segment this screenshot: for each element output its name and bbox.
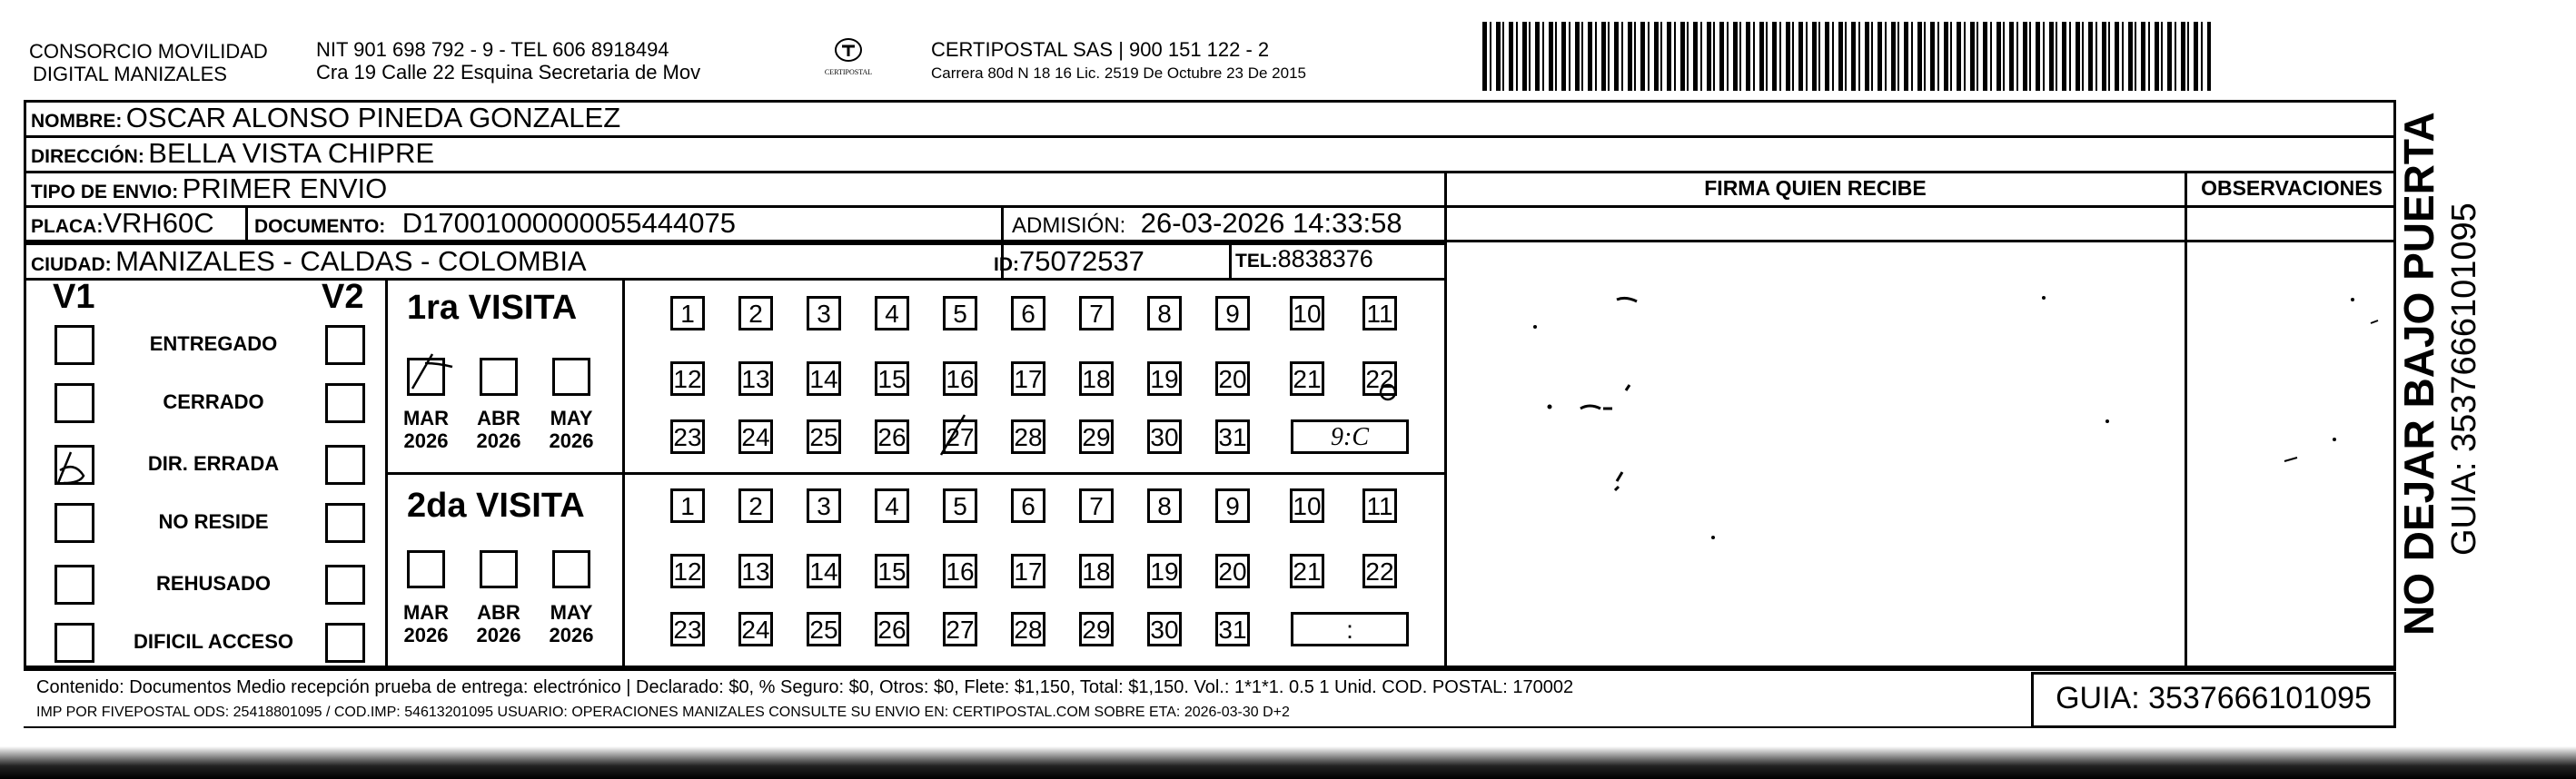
day-cell[interactable]: 15 xyxy=(875,361,909,396)
month-label xyxy=(471,407,526,452)
day-cell[interactable]: 11 xyxy=(1362,296,1397,330)
v1-checkbox[interactable] xyxy=(54,565,94,605)
day-cell[interactable]: 8 xyxy=(1147,296,1182,330)
day-cell[interactable]: 18 xyxy=(1079,554,1114,588)
month-label xyxy=(471,601,526,646)
month-year: 2026 xyxy=(476,624,521,646)
document-label: DOCUMENTO: xyxy=(254,216,386,237)
day-cell[interactable]: 26 xyxy=(875,419,909,454)
col-divider xyxy=(245,205,248,242)
company-contact xyxy=(316,38,700,84)
tel-value: 8838376 xyxy=(1277,245,1373,272)
day-cell[interactable]: 25 xyxy=(807,419,841,454)
content-line: Contenido: Documentos Medio recepción prueba de entrega: electrónico | Declarado: $0, % Seguro: $0, Otros: $0, Flete: $1,150, Total: $1,150. Vol.: 1*1*1. 0.5 1 Unid. COD. POSTAL: 170002 xyxy=(36,677,1574,697)
plate-row xyxy=(31,207,214,240)
day-cell[interactable]: 12 xyxy=(670,554,705,588)
day-cell[interactable]: 20 xyxy=(1215,554,1250,588)
month-label xyxy=(399,601,453,646)
address-label: DIRECCIÓN: xyxy=(31,146,144,167)
day-cell[interactable]: 29 xyxy=(1079,419,1114,454)
guia-box-text: GUIA: 3537666101095 xyxy=(2056,681,2372,715)
v2-checkbox[interactable] xyxy=(325,565,365,605)
day-cell[interactable]: 17 xyxy=(1011,361,1045,396)
day-cell[interactable]: 11 xyxy=(1362,488,1397,523)
month-name: MAR xyxy=(402,601,450,624)
day-cell[interactable]: 1 xyxy=(670,488,705,523)
id-value: 75072537 xyxy=(1019,245,1144,277)
imp-line: IMP POR FIVEPOSTAL ODS: 25418801095 / COD.IMP: 54613201095 USUARIO: OPERACIONES MANIZALES CONSULTE SU ENVIO EN: CERTIPOSTAL.COM SOBRE ETA: 2026-03-30 D+2 xyxy=(36,705,1290,720)
day-cell[interactable]: 6 xyxy=(1011,296,1045,330)
day-cell[interactable]: 15 xyxy=(875,554,909,588)
footer-bottom-line xyxy=(24,726,2396,728)
day-cell[interactable]: 26 xyxy=(875,612,909,646)
day-cell[interactable]: 12 xyxy=(670,361,705,396)
side-warning: NO DEJAR BAJO PUERTA xyxy=(2395,112,2442,636)
day-cell[interactable]: 21 xyxy=(1290,361,1324,396)
day-cell[interactable]: 30 xyxy=(1147,419,1182,454)
option-label: DIFICIL ACCESO xyxy=(133,630,293,653)
day-cell[interactable]: 19 xyxy=(1147,554,1182,588)
day-cell[interactable]: 20 xyxy=(1215,361,1250,396)
signature-marks xyxy=(1508,272,2198,563)
row-divider xyxy=(24,278,1446,281)
day-cell[interactable]: 18 xyxy=(1079,361,1114,396)
company-line-1: CONSORCIO MOVILIDAD xyxy=(29,40,268,63)
col-divider xyxy=(1444,171,1447,668)
tel-row xyxy=(1235,245,1373,273)
row-divider xyxy=(1446,240,2396,242)
month-name: ABR xyxy=(477,601,520,624)
v2-checkbox[interactable] xyxy=(325,383,365,423)
day-cell[interactable]: 13 xyxy=(738,361,773,396)
v1-checkbox[interactable] xyxy=(54,383,94,423)
day-cell[interactable]: 24 xyxy=(738,419,773,454)
day-cell[interactable]: 3 xyxy=(807,488,841,523)
day-cell[interactable]: 7 xyxy=(1079,488,1114,523)
day-cell[interactable]: 19 xyxy=(1147,361,1182,396)
document-value: D17001000000055444075 xyxy=(401,207,736,239)
city-value: MANIZALES - CALDAS - COLOMBIA xyxy=(115,245,587,277)
month-checkbox[interactable] xyxy=(407,550,445,588)
v1-label: V1 xyxy=(53,278,95,316)
v2-checkbox[interactable] xyxy=(325,503,365,543)
id-row xyxy=(994,245,1144,278)
signature-header: FIRMA QUIEN RECIBE xyxy=(1704,176,1927,200)
day-cell[interactable]: 14 xyxy=(807,361,841,396)
side-guia: GUIA: 3537666101095 xyxy=(2445,202,2483,556)
day-cell[interactable]: 9 xyxy=(1215,488,1250,523)
day-cell[interactable]: 13 xyxy=(738,554,773,588)
option-label: NO RESIDE xyxy=(158,510,269,533)
document-row xyxy=(254,207,736,240)
day-cell[interactable]: 3 xyxy=(807,296,841,330)
name-value: OSCAR ALONSO PINEDA GONZALEZ xyxy=(125,102,621,133)
v2-checkbox[interactable] xyxy=(325,623,365,663)
day-cell[interactable]: 2 xyxy=(738,488,773,523)
id-label: ID: xyxy=(994,254,1019,275)
logo-icon xyxy=(833,36,864,64)
month-checkbox[interactable] xyxy=(552,358,590,396)
address-line: Cra 19 Calle 22 Esquina Secretaria de Mov xyxy=(316,61,701,84)
month-name: MAR xyxy=(402,407,450,429)
type-row xyxy=(31,173,387,205)
day-cell[interactable]: 23 xyxy=(670,612,705,646)
option-label: ENTREGADO xyxy=(149,332,278,355)
month-year: 2026 xyxy=(549,429,594,452)
name-label: NOMBRE: xyxy=(31,111,123,132)
name-row xyxy=(31,102,620,134)
day-cell[interactable]: 31 xyxy=(1215,419,1250,454)
day-cell[interactable]: 6 xyxy=(1011,488,1045,523)
company-line-2: DIGITAL MANIZALES xyxy=(33,63,227,85)
day-cell[interactable]: 8 xyxy=(1147,488,1182,523)
day-cell[interactable]: 27 xyxy=(943,419,977,454)
first-visit-time[interactable]: 9:C xyxy=(1291,419,1409,454)
logo-text: CERTIPOSTAL xyxy=(824,68,873,76)
day-cell[interactable]: 1 xyxy=(670,296,705,330)
footer-top-line xyxy=(24,668,2396,671)
second-visit-title: 2da VISITA xyxy=(407,487,585,525)
day-cell[interactable]: 29 xyxy=(1079,612,1114,646)
option-label: DIR. ERRADA xyxy=(147,452,280,475)
observations-header: OBSERVACIONES xyxy=(2201,176,2383,200)
tel-label: TEL: xyxy=(1235,251,1278,271)
address-row xyxy=(31,137,434,170)
dir-errada-mark xyxy=(51,445,105,490)
certipostal-logo xyxy=(812,36,885,76)
day-cell[interactable]: 4 xyxy=(875,488,909,523)
day-cell[interactable]: 16 xyxy=(943,361,977,396)
day-cell[interactable]: 23 xyxy=(670,419,705,454)
month-checkbox[interactable] xyxy=(480,358,518,396)
city-row xyxy=(31,245,587,278)
day-cell[interactable]: 24 xyxy=(738,612,773,646)
side-panel xyxy=(2382,0,2563,654)
day-cell[interactable]: 9 xyxy=(1215,296,1250,330)
month-year: 2026 xyxy=(549,624,594,646)
day-cell[interactable]: 22 xyxy=(1362,361,1397,396)
visit-divider xyxy=(385,472,1446,475)
day-cell[interactable]: 2 xyxy=(738,296,773,330)
type-value: PRIMER ENVIO xyxy=(182,173,388,204)
day-cell[interactable]: 4 xyxy=(875,296,909,330)
day-cell[interactable]: 10 xyxy=(1290,296,1324,330)
admission-row xyxy=(1012,207,1402,240)
courier-address: Carrera 80d N 18 16 Lic. 2519 De Octubre 23 De 2015 xyxy=(931,64,1306,82)
v2-checkbox[interactable] xyxy=(325,325,365,365)
day-cell[interactable]: 31 xyxy=(1215,612,1250,646)
month-label xyxy=(544,601,599,646)
day-cell[interactable]: 7 xyxy=(1079,296,1114,330)
day-cell[interactable]: 5 xyxy=(943,488,977,523)
day-cell[interactable]: 27 xyxy=(943,612,977,646)
day-cell[interactable]: 14 xyxy=(807,554,841,588)
v1-checkbox[interactable] xyxy=(54,623,94,663)
address-value: BELLA VISTA CHIPRE xyxy=(148,137,435,169)
day-22-mark xyxy=(1362,361,1408,407)
day-cell[interactable]: 28 xyxy=(1011,612,1045,646)
v1-checkbox[interactable] xyxy=(54,503,94,543)
month-name: MAY xyxy=(550,601,593,624)
day-27-mark xyxy=(934,413,988,459)
day-cell[interactable]: 28 xyxy=(1011,419,1045,454)
day-cell[interactable]: 30 xyxy=(1147,612,1182,646)
month-year: 2026 xyxy=(403,429,449,452)
month-checkbox[interactable] xyxy=(480,550,518,588)
admission-value: 26-03-2026 14:33:58 xyxy=(1140,207,1402,239)
admission-label: ADMISIÓN: xyxy=(1012,213,1126,238)
type-label: TIPO DE ENVIO: xyxy=(31,182,179,202)
courier-line: CERTIPOSTAL SAS | 900 151 122 - 2 xyxy=(931,38,1270,61)
city-label: CIUDAD: xyxy=(31,254,112,275)
col-divider xyxy=(1229,242,1232,278)
observation-marks xyxy=(2198,272,2380,545)
day-cell[interactable]: 22 xyxy=(1362,554,1397,588)
courier-info xyxy=(931,38,1306,83)
month-label xyxy=(544,407,599,452)
month-year: 2026 xyxy=(476,429,521,452)
month-name: ABR xyxy=(477,407,520,429)
v2-checkbox[interactable] xyxy=(325,445,365,485)
nit-line: NIT 901 698 792 - 9 - TEL 606 8918494 xyxy=(316,38,669,61)
plate-label: PLACA: xyxy=(31,216,104,237)
v2-label: V2 xyxy=(322,278,364,316)
day-cell[interactable]: 25 xyxy=(807,612,841,646)
company-name xyxy=(29,40,268,85)
month-checkbox[interactable] xyxy=(552,550,590,588)
scan-edge xyxy=(0,746,2576,779)
day-cell[interactable]: 5 xyxy=(943,296,977,330)
plate-value: VRH60C xyxy=(103,207,214,239)
day-cell[interactable]: 10 xyxy=(1290,488,1324,523)
month-label xyxy=(399,407,453,452)
mar-mark xyxy=(407,349,461,394)
day-cell[interactable]: 17 xyxy=(1011,554,1045,588)
second-visit-time[interactable]: : xyxy=(1291,612,1409,646)
barcode xyxy=(1482,22,2211,91)
month-year: 2026 xyxy=(403,624,449,646)
day-cell[interactable]: 21 xyxy=(1290,554,1324,588)
first-visit-title: 1ra VISITA xyxy=(407,289,578,327)
v1-checkbox[interactable] xyxy=(54,325,94,365)
month-name: MAY xyxy=(550,407,593,429)
day-cell[interactable]: 16 xyxy=(943,554,977,588)
option-label: REHUSADO xyxy=(156,572,271,595)
option-label: CERRADO xyxy=(163,390,264,413)
